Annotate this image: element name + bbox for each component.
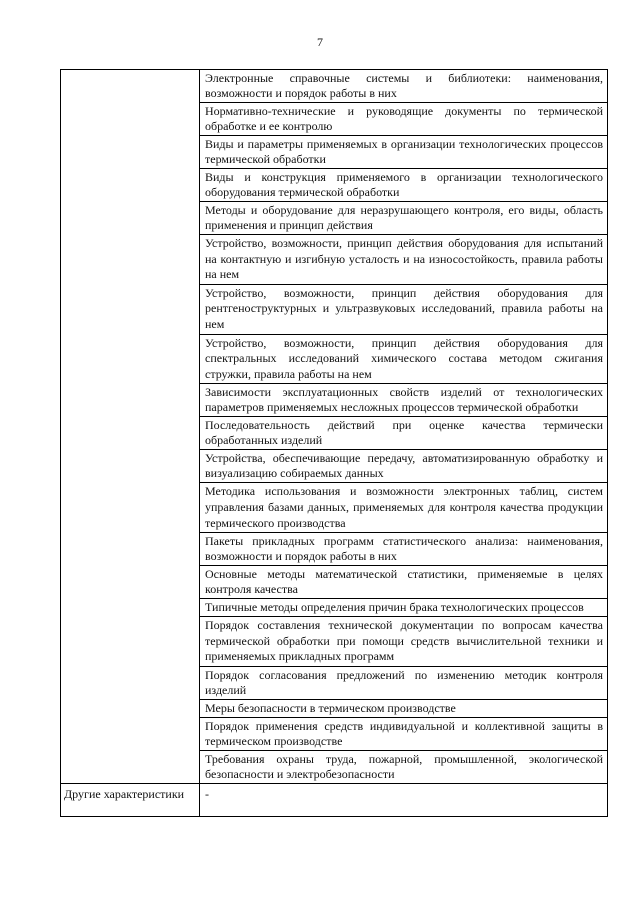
- knowledge-item: Порядок составления технической документации по вопросам качества термической обработки при помощи средств вычислительной техники и применяемых прикладных программ: [200, 617, 607, 667]
- knowledge-item: Виды и конструкция применяемого в организации технологического оборудования термической обработки: [200, 169, 607, 202]
- requirements-table: [60, 69, 608, 817]
- knowledge-item: Зависимости эксплуатационных свойств изделий от технологических параметров применяемых несложных процессов термической обработки: [200, 384, 607, 417]
- other-characteristics-value: -: [205, 786, 209, 801]
- knowledge-item: Основные методы математической статистики, применяемые в целях контроля качества: [200, 566, 607, 599]
- knowledge-item: Устройство, возможности, принцип действия оборудования для спектральных исследований химического состава методом сжигания стружки, правила работы на нем: [200, 335, 607, 385]
- knowledge-item: Меры безопасности в термическом производстве: [200, 700, 607, 718]
- knowledge-item: Методика использования и возможности электронных таблиц, систем управления базами данных, применяемых для контроля качества продукции термического производства: [200, 483, 607, 533]
- other-characteristics-value-cell: [200, 783, 608, 816]
- other-characteristics-label: Другие характеристики: [64, 786, 185, 801]
- page-number: 7: [317, 35, 323, 49]
- knowledge-item: Пакеты прикладных программ статистического анализа: наименования, возможности и порядок работы в них: [200, 533, 607, 566]
- knowledge-item: Виды и параметры применяемых в организации технологических процессов термической обработки: [200, 136, 607, 169]
- knowledge-list-cell: [200, 70, 608, 784]
- knowledge-item: Устройство, возможности, принцип действия оборудования для испытаний на контактную и изгибную усталость и на износостойкость, правила работы на нем: [200, 235, 607, 285]
- knowledge-item: Устройства, обеспечивающие передачу, автоматизированную обработку и визуализацию собираемых данных: [200, 450, 607, 483]
- knowledge-item: Устройство, возможности, принцип действия оборудования для рентгеноструктурных и ультразвуковых исследований, правила работы на нем: [200, 285, 607, 335]
- other-characteristics-label-cell: [61, 783, 200, 816]
- knowledge-label-cell: [61, 70, 200, 784]
- knowledge-row: [61, 70, 608, 784]
- knowledge-item: Электронные справочные системы и библиотеки: наименования, возможности и порядок работы в них: [200, 70, 607, 103]
- other-characteristics-row: [61, 783, 608, 816]
- knowledge-item: Требования охраны труда, пожарной, промышленной, экологической безопасности и электробезопасности: [205, 751, 603, 781]
- knowledge-item: Последовательность действий при оценке качества термически обработанных изделий: [200, 417, 607, 450]
- knowledge-item: Нормативно-технические и руководящие документы по термической обработке и ее контролю: [200, 103, 607, 136]
- knowledge-item: Порядок применения средств индивидуальной и коллективной защиты в термическом производстве: [200, 718, 607, 751]
- knowledge-item: Методы и оборудование для неразрушающего контроля, его виды, область применения и принцип действия: [200, 202, 607, 235]
- knowledge-item: Типичные методы определения причин брака технологических процессов: [200, 599, 607, 617]
- knowledge-item: Порядок согласования предложений по изменению методик контроля изделий: [200, 667, 607, 700]
